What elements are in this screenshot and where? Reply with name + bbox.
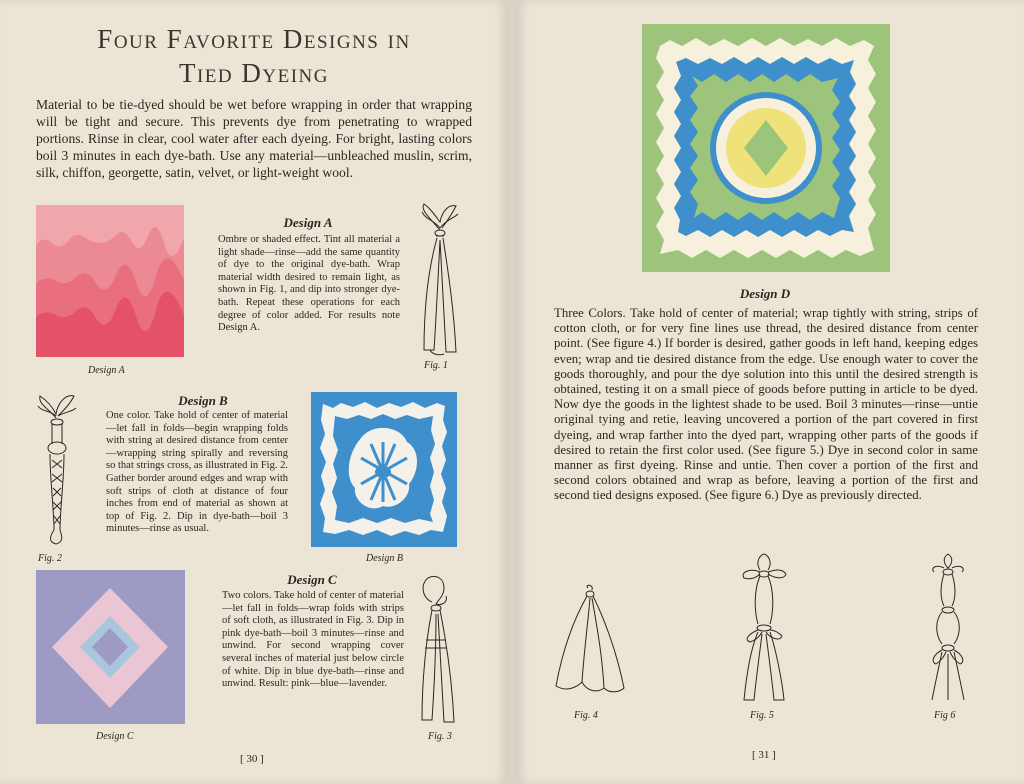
design-b-heading: Design B [178,393,228,408]
design-d-caption: Design D [739,286,791,301]
design-d-text: Three Colors. Take hold of center of material; wrap tightly with string, strips of cotton cloth, or for very fine lines use thread, the desired distance from center point. (See figure 4.) If border is desired, gather goods in left hand, keeping edges even; wrap and tie desired distance from the edge. Use enough water to cover the goods thoroughly, and pour the dye solution into this until the desired strength is obtained, testing it on a small piece of goods before putting in article to be dyed. Now dye the goods in the lightest shade to be used. Boil 3 minutes—rinse—untie original tying and retie, leaving uncovered a portion of the part covered in first dyeing, and wrap farther into the dyed part, wrapping other parts of the goods if desired to retain the first color used. (See figure 5.) Dye in second color in same manner as first dyeing. Rinse and untie. Then cover a portion of the first and second colors obtained and wrap as before, leaving a portion of the first and second tied designs exposed. (See figure 6.) Dye as previously directed. [554,306,978,503]
design-a-heading: Design A [283,215,333,230]
design-c-text: Two colors. Take hold of center of material—let fall in folds—wrap folds with strips of soft cloth, as illustrated in Fig. 3. Dip in pink dye-bath—boil 3 minutes—rinse and unwind. For second wrapping cover several inches of material just below circle of white. Dip in blue dye-bath—rinse and unwind. Result: pink—blue—lavender. [222,590,404,690]
design-a-swatch [36,205,184,357]
fig-4-label: Fig. 4 [574,710,598,721]
design-c-caption: Design C [96,731,134,742]
fig-5-label: Fig. 5 [750,710,774,721]
fig-6-label: Fig 6 [934,710,956,721]
fig-3-illustration [412,570,466,726]
design-a-caption: Design A [88,365,125,376]
intro-paragraph: Material to be tie-dyed should be wet before wrapping in order that wrapping will be tight and secure. This prevents dye from penetrating to wrapped portions. Rinse in clear, cool water after each dyeing. For bright, lasting colors boil 3 minutes in each dye-bath. Use any material—unbleached muslin, scrim, silk, chiffon, georgette, satin, velvet, or light-weight wool. [36,97,472,180]
fig-5-illustration [736,550,792,706]
title-line-1: Four Favorite Designs in [97,24,411,54]
design-c-swatch [36,570,185,724]
fig-2-label: Fig. 2 [38,553,62,564]
left-page-number: [ 30 ] [240,753,264,765]
fig-3-label: Fig. 3 [428,731,452,742]
fig-6-illustration [922,550,974,706]
fig-1-illustration [412,200,468,358]
fig-2-illustration [34,390,80,546]
design-a-text: Ombre or shaded effect. Tint all material a light shade—rinse—add the same quantity of dye to the original dye-bath. Wrap material width desired to remain light, as shown in Fig. 1, and dip into stronger dye-bath. Repeat these operations for each degree of color added. For results note Design A. [218,234,400,334]
design-c-heading: Design C [287,572,337,587]
fig-1-label: Fig. 1 [424,360,448,371]
fig-4-illustration [552,582,628,700]
right-page-number: [ 31 ] [752,749,776,761]
design-b-text: One color. Take hold of center of material—let fall in folds—begin wrapping folds with string at desired distance from center—wrapping string spirally and reversing so that strings cross, as illustrated in Fig. 2. Gather border around edges and wrap with soft strips of cloth at distance of four inches from end of material as shown at top of Fig. 2. Dip in dye-bath—boil 3 minutes—rinse as usual. [106,410,288,535]
design-b-swatch [311,392,457,547]
design-d-swatch [642,24,890,272]
title-line-2: Tied Dyeing [179,58,329,88]
design-b-caption: Design B [366,553,403,564]
page-title [20,22,488,90]
